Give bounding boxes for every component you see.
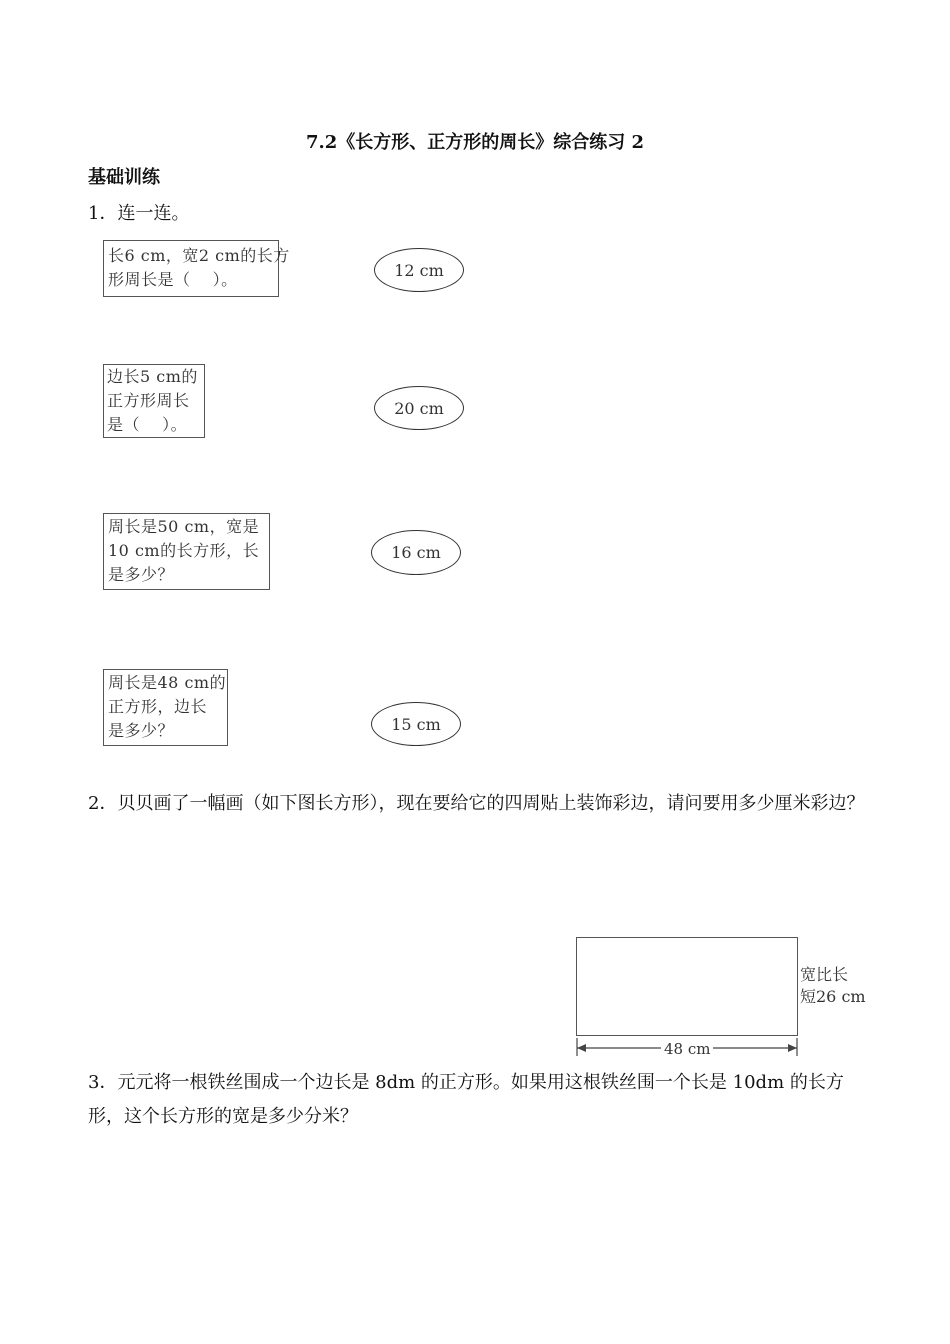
match-box-2 <box>103 364 205 438</box>
box-line: 长6 cm，宽2 cm的长方 <box>108 246 290 265</box>
box-line: 是多少？ <box>108 721 175 740</box>
match-oval-1: 12 cm <box>374 248 464 292</box>
box-line: 正方形，边长 <box>108 697 208 716</box>
box-line: 是（ ）。 <box>107 415 188 434</box>
question-3-text: 3．元元将一根铁丝围成一个边长是 8dm 的正方形。如果用这根铁丝围一个长是 10dm 的长方形，这个长方形的宽是多少分米？ <box>88 1072 844 1127</box>
box-line: 10 cm的长方形，长 <box>108 541 260 560</box>
box-line: 周长是50 cm，宽是 <box>108 517 260 536</box>
box-line: 边长5 cm的 <box>107 367 198 386</box>
width-label-line-2: 短26 cm <box>800 987 866 1006</box>
match-oval-4: 15 cm <box>371 702 461 746</box>
box-line: 是多少？ <box>108 565 175 584</box>
length-label: 48 cm <box>661 1040 713 1058</box>
match-oval-2: 20 cm <box>374 386 464 430</box>
match-oval-3: 16 cm <box>371 530 461 575</box>
section-heading: 基础训练 <box>88 167 160 188</box>
question-2-text: 2．贝贝画了一幅画（如下图长方形），现在要给它的四周贴上装饰彩边，请问要用多少厘米彩边？ <box>88 793 865 814</box>
match-box-4 <box>103 669 228 746</box>
box-line: 正方形周长 <box>107 391 190 410</box>
match-box-3 <box>103 513 270 590</box>
painting-rectangle <box>576 937 798 1036</box>
box-line: 形周长是（ ）。 <box>108 270 238 289</box>
question-1-text: 1．连一连。 <box>88 203 190 224</box>
match-box-1 <box>103 240 290 297</box>
box-line: 周长是48 cm的 <box>108 673 227 692</box>
width-label <box>800 964 866 1008</box>
width-label-line-1: 宽比长 <box>800 965 849 984</box>
page-title: 7.2《长方形、正方形的周长》综合练习 2 <box>305 132 645 153</box>
